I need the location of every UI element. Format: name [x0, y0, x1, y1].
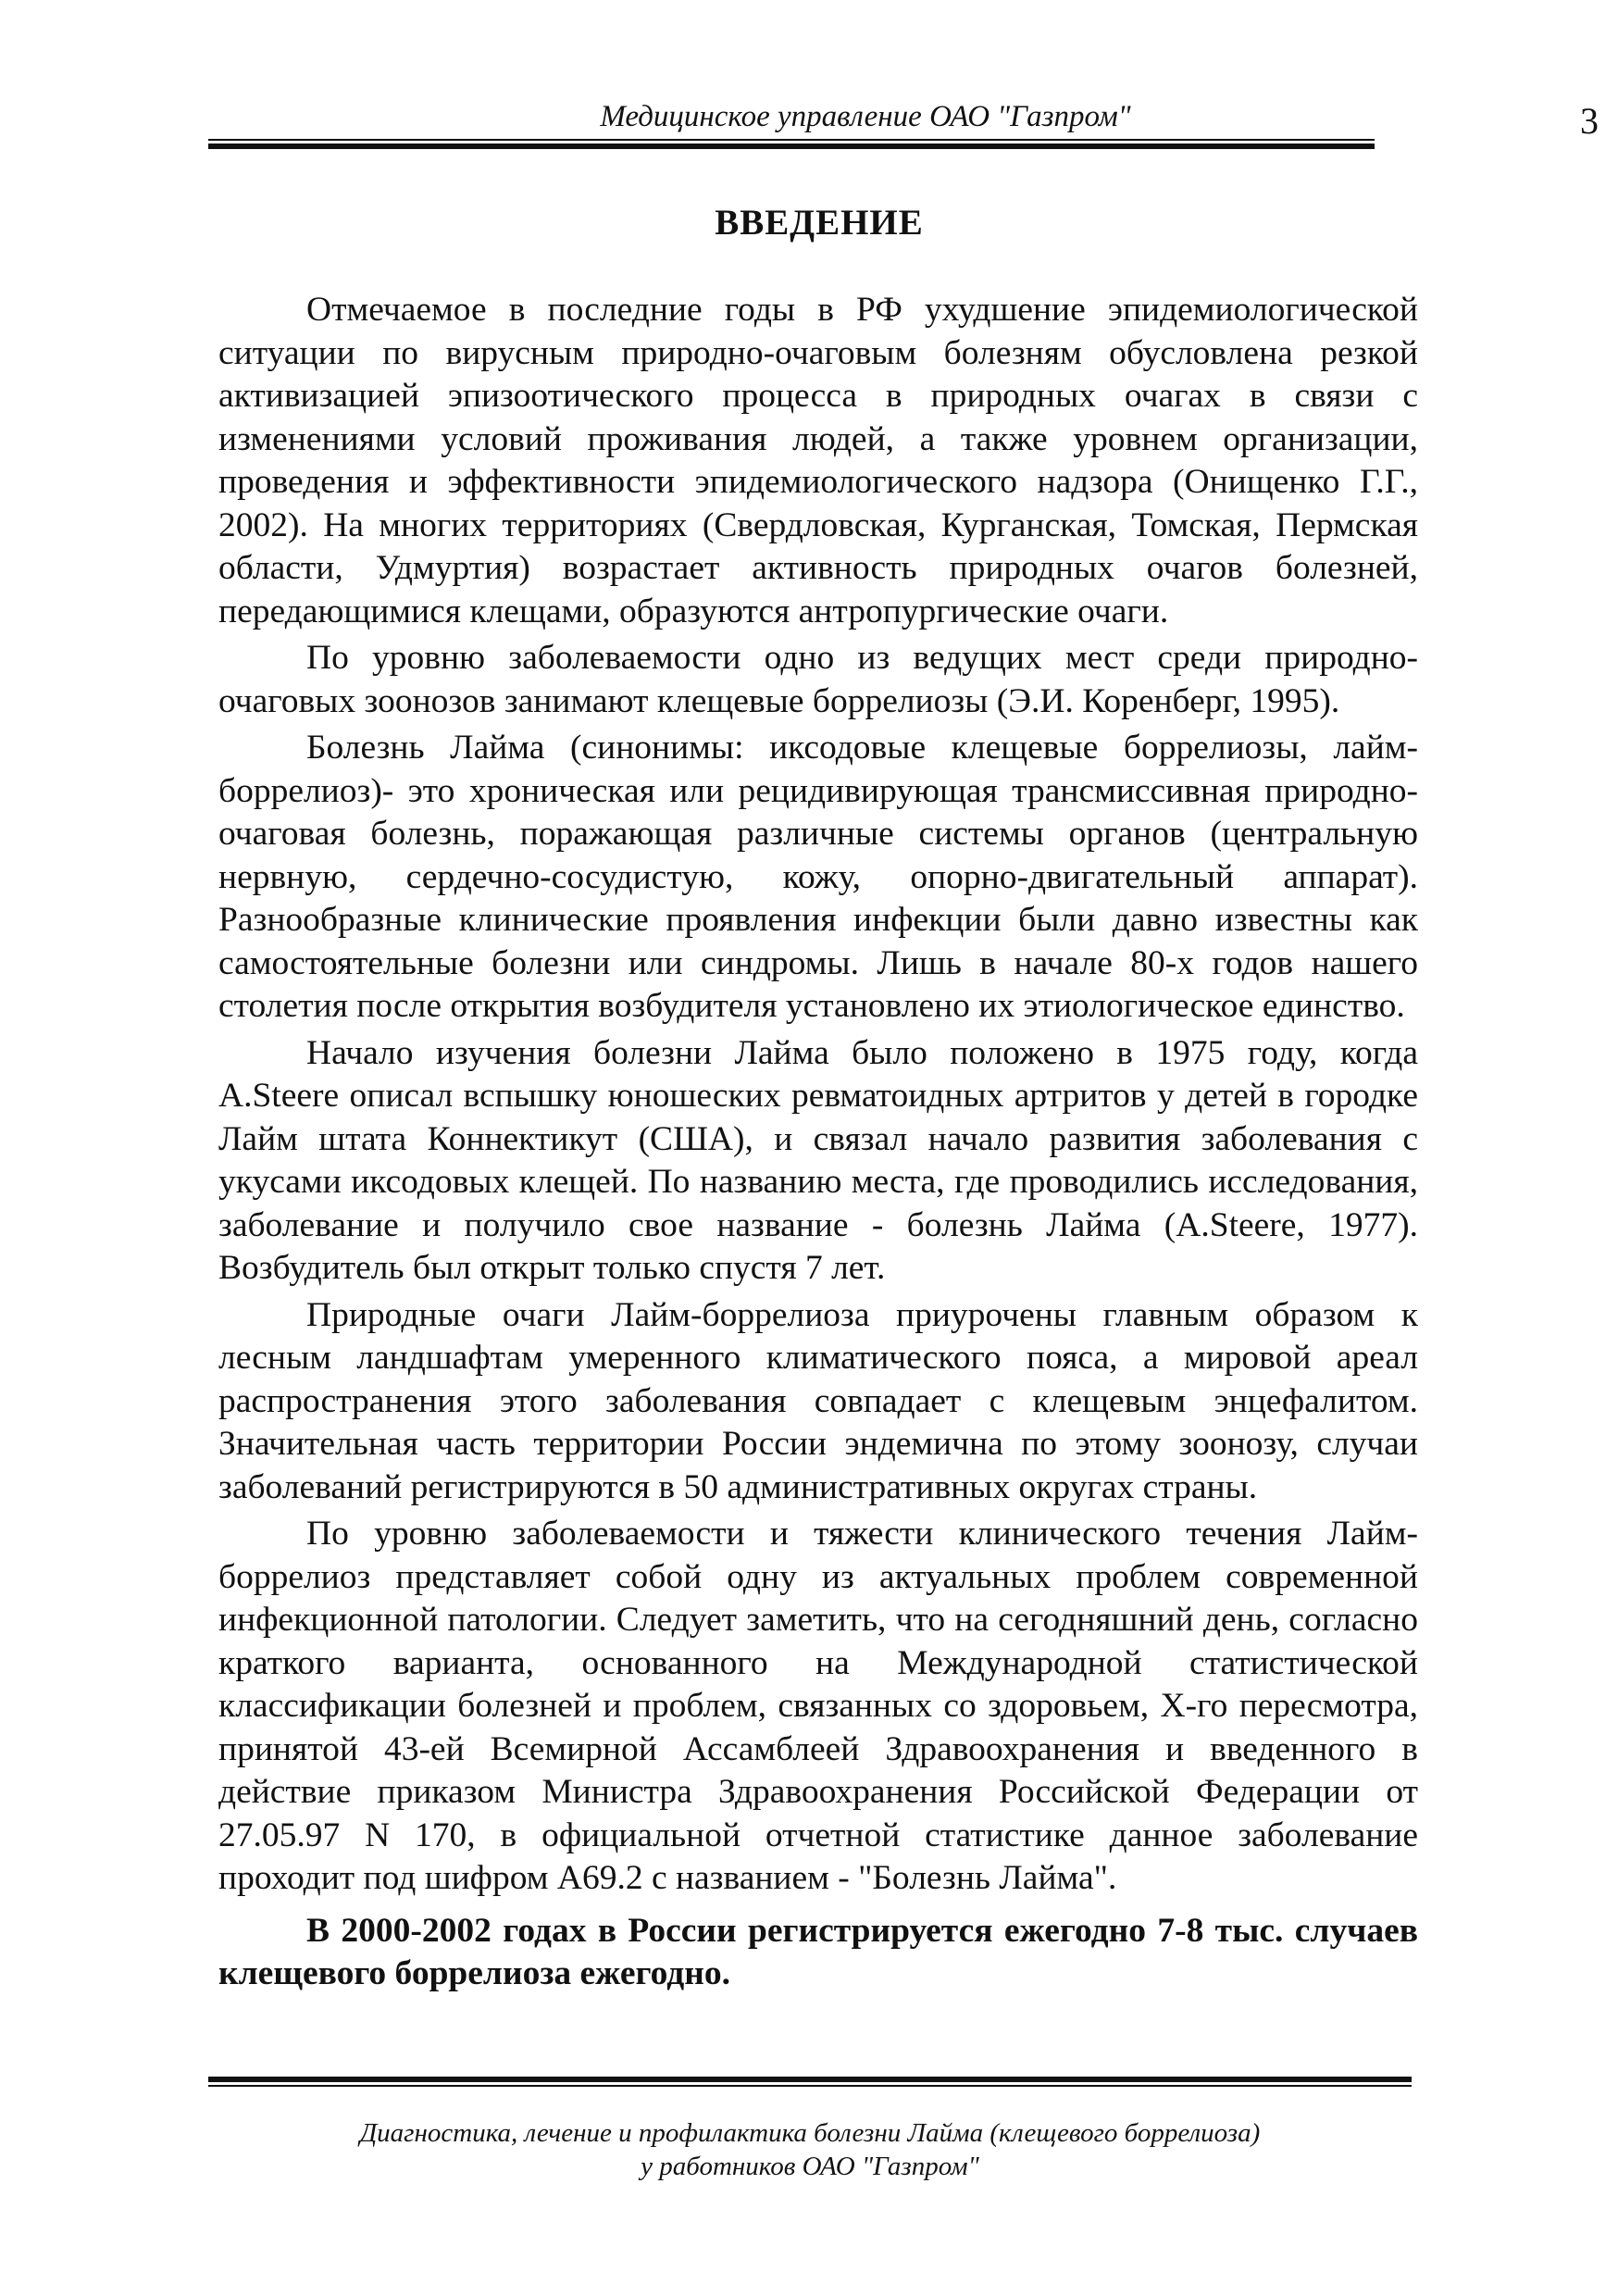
paragraph-2: По уровню заболеваемости одно из ведущих мест среди природно-очаговых зоонозов занимают клещевые боррелиозы (Э.И. Коренберг, 1995).	[218, 639, 1418, 720]
body-text	[218, 289, 1418, 2000]
section-heading: ВВЕДЕНИЕ	[715, 203, 924, 243]
page-number: 3	[1580, 100, 1599, 142]
header-rule-thin	[208, 139, 1375, 141]
footer-rule-thick	[208, 2077, 1412, 2082]
running-header	[208, 89, 1599, 144]
running-footer	[208, 2116, 1412, 2183]
footer-rule-thin	[208, 2085, 1412, 2087]
paragraph-5: Природные очаги Лайм-боррелиоза приурочены главным образом к лесным ландшафтам умеренного климатического пояса, а мировой ареал распространения этого заболевания совпадает с клещевым энцефалитом. Значительная часть территории России эндемична по этому зоонозу, случаи заболеваний регистрируются в 50 административных округах страны.	[218, 1295, 1418, 1506]
paragraph-6: По уровню заболеваемости и тяжести клинического течения Лайм-боррелиоз представляет собой одну из актуальных проблем современной инфекционной патологии. Следует заметить, что на сегодняшний день, согласно краткого варианта, основанного на Международной статистической классификации болезней и проблем, связанных со здоровьем, X-го пересмотра, принятой 43-ей Всемирной Ассамблеей Здравоохранения и введенного в действие приказом Министра Здравоохранения Российской Федерации от 27.05.97 N 170, в официальной отчетной статистике данное заболевание проходит под шифром А69.2 с названием - "Болезнь Лайма".	[218, 1515, 1418, 1897]
header-title: Медицинское управление ОАО "Газпром"	[600, 100, 1131, 133]
paragraph-4: Начало изучения болезни Лайма было положено в 1975 году, когда A.Steere описал вспышку юношеских ревматоидных артритов у детей в городке Лайм штата Коннектикут (США), и связал начало развития заболевания с укусами иксодовых клещей. По названию места, где проводились исследования, заболевание и получило свое название - болезнь Лайма (A.Steere, 1977). Возбудитель был открыт только спустя 7 лет.	[218, 1033, 1418, 1287]
paragraph-1: Отмечаемое в последние годы в РФ ухудшение эпидемиологической ситуации по вирусным природно-очаговым болезням обусловлена резкой активизацией эпизоотического процесса в природных очагах в связи с изменениями условий проживания людей, а также уровнем организации, проведения и эффективности эпидемиологического надзора (Онищенко Г.Г., 2002). На многих территориях (Свердловская, Курганская, Томская, Пермская области, Удмуртия) возрастает активность природных очагов болезней, передающимися клещами, образуются антропургические очаги.	[218, 291, 1418, 630]
paragraph-3: Болезнь Лайма (синонимы: иксодовые клещевые боррелиозы, лайм-боррелиоз)- это хроническая или рецидивирующая трансмиссивная природно-очаговая болезнь, поражающая различные системы органов (центральную нервную, сердечно-сосудистую, кожу, опорно-двигательный аппарат). Разнообразные клинические проявления инфекции были давно известны как самостоятельные болезни или синдромы. Лишь в начале 80-х годов нашего столетия после открытия возбудителя установлено их этиологическое единство.	[218, 729, 1418, 1025]
header-rule-thick	[208, 144, 1375, 149]
footer-line-1: Диагностика, лечение и профилактика болезни Лайма (клещевого боррелиоза)	[359, 2118, 1261, 2148]
footer-line-2: у работников ОАО "Газпром"	[641, 2152, 979, 2181]
paragraph-bold-statistic: В 2000-2002 годах в России регистрируется ежегодно 7-8 тыс. случаев клещевого боррелиоза ежегодно.	[218, 1911, 1418, 1992]
